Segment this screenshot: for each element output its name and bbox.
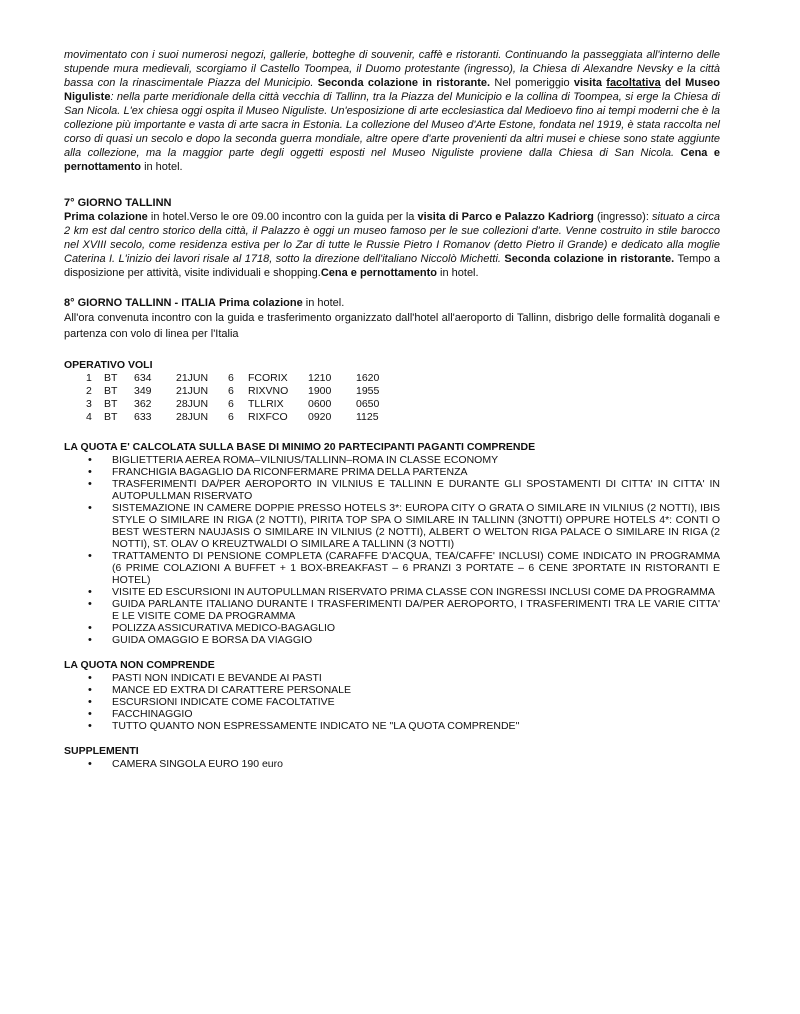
flight-cell: 349 <box>134 385 152 397</box>
flight-row <box>86 398 387 411</box>
list-item: • TUTTO QUANTO NON ESPRESSAMENTE INDICATO NE "LA QUOTA COMPRENDE" <box>64 720 720 732</box>
list-item: • GUIDA OMAGGIO E BORSA DA VIAGGIO <box>64 634 720 646</box>
flight-cell: 2 <box>86 385 92 397</box>
flight-cell: 0650 <box>356 398 380 410</box>
flight-row <box>86 385 387 398</box>
day7-text1: in hotel.Verso le ore 09.00 incontro con la guida per la <box>150 211 415 223</box>
flight-cell: RIXFCO <box>248 411 288 423</box>
flight-cell: 6 <box>228 372 234 384</box>
list-item: • BIGLIETTERIA AEREA ROMA–VILNIUS/TALLINN–ROMA IN CLASSE ECONOMY <box>64 454 720 466</box>
afternoon-text: Nel pomeriggio <box>494 77 570 89</box>
lunch-bold-text: Seconda colazione in ristorante. <box>317 77 491 89</box>
flight-cell: BT <box>104 372 118 384</box>
flight-cell: 1900 <box>308 385 332 397</box>
flight-cell: 3 <box>86 398 92 410</box>
flight-cell: RIXVNO <box>248 385 289 397</box>
flight-cell: 633 <box>134 411 152 423</box>
day6-continuation-paragraph <box>64 48 720 174</box>
list-item: • POLIZZA ASSICURATIVA MEDICO-BAGAGLIO <box>64 622 720 634</box>
day7-breakfast-bold: Prima colazione <box>64 211 148 223</box>
flight-cell: 21JUN <box>176 385 209 397</box>
day8-breakfast-bold: Prima colazione <box>218 297 303 309</box>
day7-text2: (ingresso): <box>596 211 649 223</box>
list-item: • FACCHINAGGIO <box>64 708 720 720</box>
list-item: • TRATTAMENTO DI PENSIONE COMPLETA (CARAFFE D'ACQUA, TEA/CAFFE' INCLUSI) COME INDICATO IN PROGRAMMA (6 PRIME COLAZIONI A BUFFET + 1 BOX-BREAKFAST – 6 PRANZI 3 PORTATE – 6 CENE 3PORTATE IN RISTORANTI E HOTEL) <box>64 550 720 586</box>
intro-italic-text: movimentato con i suoi numerosi negozi, gallerie, botteghe di souvenir, caffè e ristoranti. Continuando la passeggiata all'interno delle stupende mura medievali, scorgiamo il Castello Toompea, il Duomo protestante (ingresso), la Chiesa di Alexandre Nevsky e la città bassa con la rinascimentale Piazza del Municipio. <box>64 49 720 89</box>
flight-cell: 0920 <box>308 411 332 423</box>
excluded-list <box>64 672 720 732</box>
flight-cell: FCORIX <box>248 372 288 384</box>
museum-bold-text: del Museo Niguliste <box>64 77 720 103</box>
day8-header-line <box>64 296 720 310</box>
flight-row <box>86 411 387 424</box>
day7-visit-bold: visita di Parco e Palazzo Kadriorg <box>417 211 594 223</box>
dinner-bold-text: Cena e pernottamento <box>64 147 720 173</box>
flights-table <box>86 372 387 424</box>
flight-cell: 1125 <box>356 411 379 423</box>
visit-bold-text: visita <box>573 77 602 89</box>
flight-cell: 6 <box>228 398 234 410</box>
flights-title: OPERATIVO VOLI <box>64 359 153 371</box>
day7-dinner-bold: Cena e pernottamento <box>320 267 437 279</box>
day7-paragraph <box>64 210 720 280</box>
flight-cell: 21JUN <box>176 372 209 384</box>
day7-text4: in hotel. <box>440 267 479 279</box>
list-item: • CAMERA SINGOLA EURO 190 euro <box>64 758 720 770</box>
included-title: LA QUOTA E' CALCOLATA SULLA BASE DI MINIMO 20 PARTECIPANTI PAGANTI COMPRENDE <box>64 441 536 453</box>
list-item: • PASTI NON INDICATI E BEVANDE AI PASTI <box>64 672 720 684</box>
list-item: • GUIDA PARLANTE ITALIANO DURANTE I TRASFERIMENTI DA/PER AEROPORTO, I TRASFERIMENTI TRA LE VARIE CITTA' E LE VISITE COME DA PROGRAMMA <box>64 598 720 622</box>
document-page <box>64 48 720 770</box>
day7-lunch-bold: Seconda colazione in ristorante. <box>504 253 675 265</box>
flight-cell: 362 <box>134 398 152 410</box>
list-item: • TRASFERIMENTI DA/PER AEROPORTO IN VILNIUS E TALLINN E DURANTE GLI SPOSTAMENTI DI CITTA' IN CITTA' IN AUTOPULLMAN RISERVATO <box>64 478 720 502</box>
day8-paragraph: All'ora convenuta incontro con la guida e trasferimento organizzato dall'hotel all'aeroporto di Tallinn, disbrigo delle formalità doganali e partenza con volo di linea per l'Italia <box>64 312 720 340</box>
flight-cell: BT <box>104 385 118 397</box>
list-item: • ESCURSIONI INDICATE COME FACOLTATIVE <box>64 696 720 708</box>
flight-cell: 0600 <box>308 398 332 410</box>
flight-row <box>86 372 387 385</box>
flight-cell: 6 <box>228 411 234 423</box>
flight-cell: TLLRIX <box>248 398 284 410</box>
flight-cell: 1 <box>86 372 92 384</box>
flight-cell: 28JUN <box>176 398 209 410</box>
day7-title: 7° GIORNO TALLINN <box>64 197 172 209</box>
flight-cell: 1620 <box>356 372 380 384</box>
flight-cell: 1210 <box>308 372 332 384</box>
day8-text1: in hotel. <box>305 297 345 309</box>
flight-cell: 4 <box>86 411 92 423</box>
flight-cell: 6 <box>228 385 234 397</box>
optional-underlined-text: facoltativa <box>606 77 661 89</box>
list-item: • VISITE ED ESCURSIONI IN AUTOPULLMAN RISERVATO PRIMA CLASSE CON INGRESSI INCLUSI COME DA PROGRAMMA <box>64 586 720 598</box>
day7-text3: Tempo a disposizione per attività, visite individuali e shopping. <box>64 253 721 279</box>
list-item: • FRANCHIGIA BAGAGLIO DA RICONFERMARE PRIMA DELLA PARTENZA <box>64 466 720 478</box>
list-item: • SISTEMAZIONE IN CAMERE DOPPIE PRESSO HOTELS 3*: EUROPA CITY O GRATA O SIMILARE IN VILNIUS (2 NOTTI), IBIS STYLE O SIMILARE IN RIGA (2 NOTTI), PIRITA TOP SPA O SIMILARE IN TALLINN (3NOTTI) OPPURE HOTELS 4*: CONTI O BEST WESTERN NAUJASIS O SIMILARE IN VILNIUS (2 NOTTI), ALBERT O WELTON RIGA PALACE O SIMILARE IN RIGA (2 NOTTI), ST. OLAV O KREUZTWALDI O SIMILARE A TALLINN (3 NOTTI) <box>64 502 720 550</box>
excluded-title: LA QUOTA NON COMPRENDE <box>64 659 215 671</box>
day8-title: 8° GIORNO TALLINN - ITALIA <box>64 297 216 309</box>
list-item: • MANCE ED EXTRA DI CARATTERE PERSONALE <box>64 684 720 696</box>
flight-cell: 28JUN <box>176 411 209 423</box>
supplements-title: SUPPLEMENTI <box>64 745 139 757</box>
flight-cell: 634 <box>134 372 152 384</box>
day7-italic-description: situato a circa 2 km est dal centro storico della città, il Palazzo è oggi un museo famoso per le sue collezioni d'arte. Venne costruito in stile barocco nel XVIII secolo, come residenza estiva per lo Zar di tutte le Russie Pietro I Romanov (detto Pietro il Grande) e dedicato alla moglie Caterina I. L'inizio dei lavori risale al 1718, sotto la direzione dell'italiano Niccolò Michetti. <box>64 211 720 265</box>
flight-cell: 1955 <box>356 385 380 397</box>
flight-cell: BT <box>104 411 118 423</box>
museum-description-italic: : nella parte meridionale della città vecchia di Tallinn, tra la Piazza del Municipio e la collina di Toompea, si erge la Chiesa di San Nicola. L'ex chiesa oggi ospita il Museo Niguliste. Un'esposizione di arte ecclesiastica dal Medioevo fino ai tempi moderni che è la collezione più importante e vasta di arte sacra in Estonia. La collezione del Museo d'Arte Estone, fondata nel 1919, è stata raccolta nel corso di quasi un secolo e dopo la seconda guerra mondiale, altre opere d'arte provenienti da altri musei e chiese sono state aggiunte alla collezione, ma la maggior parte degli oggetti esposti nel Museo Niguliste proviene dalla Chiesa di San Nicola. <box>64 91 720 159</box>
supplements-list <box>64 758 720 770</box>
hotel-text: in hotel. <box>144 161 183 173</box>
flight-cell: BT <box>104 398 118 410</box>
included-list <box>64 454 720 646</box>
